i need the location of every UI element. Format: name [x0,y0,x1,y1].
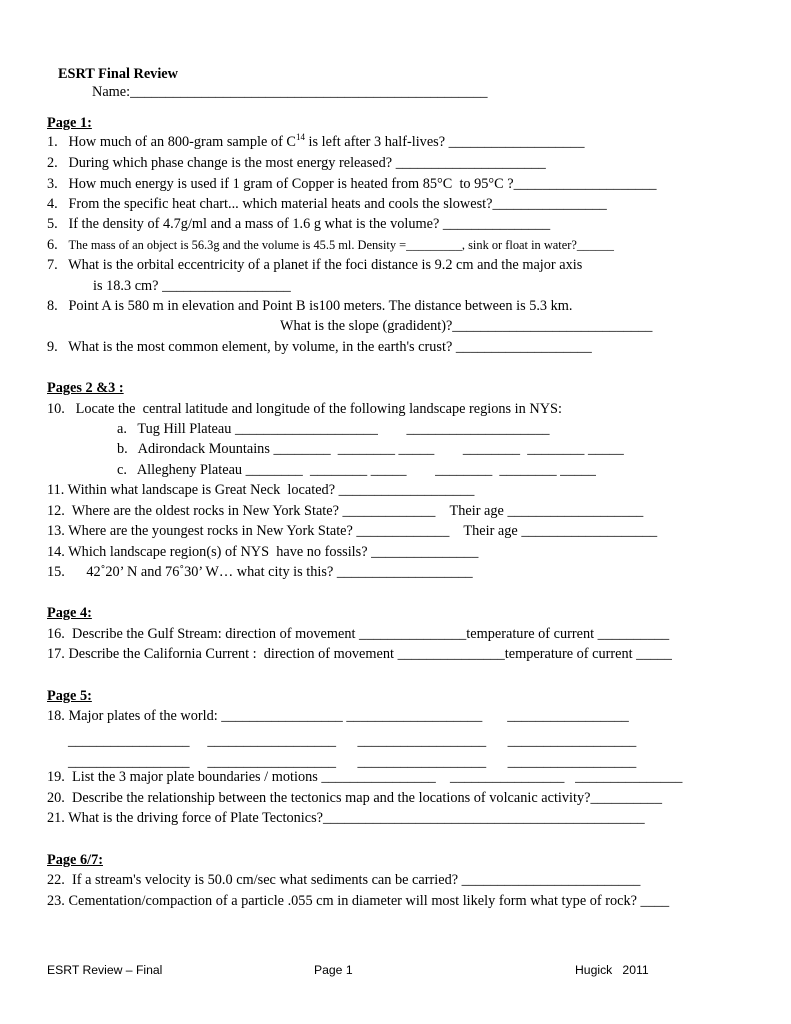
question-4: 4. From the specific heat chart... which material heats and cools the slowest?________________ [47,196,607,212]
question-10a: a. Tug Hill Plateau ____________________ ____________________ [117,421,550,437]
question-23: 23. Cementation/compaction of a particle .055 cm in diameter will most likely form what type of rock? ____ [47,893,670,909]
question-22: 22. If a stream's velocity is 50.0 cm/sec what sediments can be carried? _________________________ [47,872,641,888]
section-heading-page1: Page 1: [47,115,92,131]
question-10b: b. Adirondack Mountains ________ ________ _____ ________ ________ _____ [117,441,624,457]
plates-blank-row-2: _________________ __________________ __________________ __________________ [68,754,637,770]
section-heading-page4: Page 4: [47,605,92,621]
question-7-continued: is 18.3 cm? __________________ [93,278,291,294]
question-17: 17. Describe the California Current : direction of movement _______________temperature of current _____ [47,646,672,662]
question-16: 16. Describe the Gulf Stream: direction of movement _______________temperature of current __________ [47,626,670,642]
footer-author-year: Hugick 2011 [575,963,649,977]
footer-page-number: Page 1 [314,963,353,977]
question-8-continued: What is the slope (gradident)?____________________________ [280,318,653,334]
question-12: 12. Where are the oldest rocks in New York State? _____________ Their age ___________________ [47,503,644,519]
question-18: 18. Major plates of the world: _________________ ___________________ _________________ [47,708,629,724]
question-6: 6. The mass of an object is 56.3g and the volume is 45.5 ml. Density =_________, sink or float in water?______ [47,237,615,253]
section-heading-page5: Page 5: [47,688,92,704]
question-8: 8. Point A is 580 m in elevation and Point B is100 meters. The distance between is 5.3 km. [47,298,573,314]
question-19: 19. List the 3 major plate boundaries / motions ________________ ________________ _______________ [47,769,683,785]
question-10c: c. Allegheny Plateau ________ ________ _____ ________ ________ _____ [117,462,596,478]
question-11: 11. Within what landscape is Great Neck located? ___________________ [47,482,475,498]
question-15: 15. 42˚20’ N and 76˚30’ W… what city is this? ___________________ [47,564,473,580]
worksheet-title: ESRT Final Review [58,66,178,82]
question-14: 14. Which landscape region(s) of NYS have no fossils? _______________ [47,544,479,560]
section-heading-page6-7: Page 6/7: [47,852,103,868]
question-21: 21. What is the driving force of Plate Tectonics?_____________________________________________ [47,810,645,826]
plates-blank-row-1: _________________ __________________ __________________ __________________ [68,733,637,749]
question-1: 1. How much of an 800-gram sample of $C^{14}$ is left after 3 half-lives? ___________________ [47,132,585,150]
section-heading-pages-2-3: Pages 2 &3 : [47,380,124,396]
footer-left: ESRT Review – Final [47,963,163,977]
question-10: 10. Locate the central latitude and longitude of the following landscape regions in NYS: [47,401,562,417]
question-2: 2. During which phase change is the most energy released? _____________________ [47,155,546,171]
question-5: 5. If the density of 4.7g/ml and a mass of 1.6 g what is the volume? _______________ [47,216,551,232]
name-field: Name:__________________________________________________ [92,84,488,100]
question-7: 7. What is the orbital eccentricity of a planet if the foci distance is 9.2 cm and the major axis [47,257,583,273]
question-20: 20. Describe the relationship between the tectonics map and the locations of volcanic activity?__________ [47,790,662,806]
question-13: 13. Where are the youngest rocks in New York State? _____________ Their age ___________________ [47,523,658,539]
question-9: 9. What is the most common element, by volume, in the earth's crust? ___________________ [47,339,592,355]
question-3: 3. How much energy is used if 1 gram of Copper is heated from 85°C to 95°C ?____________________ [47,176,657,192]
